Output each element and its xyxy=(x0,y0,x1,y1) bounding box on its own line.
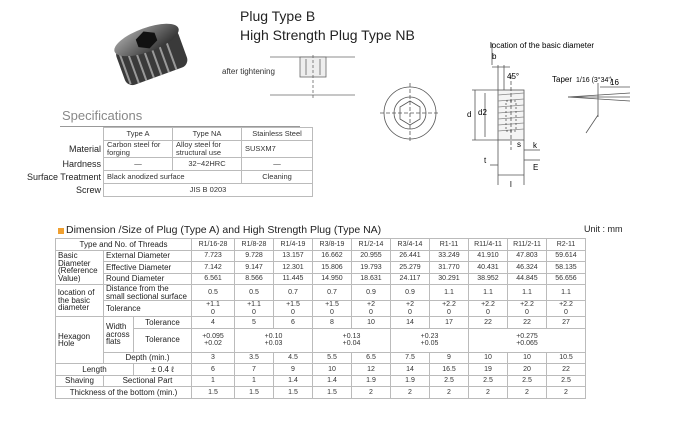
threads-cell: R1/8-28 xyxy=(235,239,274,251)
tolerance-cell xyxy=(469,301,508,317)
dimension-table xyxy=(55,238,586,399)
thickness-cell: 2 xyxy=(391,387,430,399)
threads-cell: R2-11 xyxy=(547,239,586,251)
distance-label: Distance from the small sectional surface xyxy=(104,285,192,301)
effective-cell: 9.147 xyxy=(235,262,274,274)
round-label: Round Diameter xyxy=(104,273,192,285)
specs-cell: Black anodized surface xyxy=(104,171,242,184)
depth-cell: 10 xyxy=(469,352,508,364)
shaving-cell: 1.9 xyxy=(391,375,430,387)
distance-cell: 0.7 xyxy=(313,285,352,301)
distance-cell: 1.1 xyxy=(430,285,469,301)
tolerance-cell xyxy=(391,301,430,317)
drawing-letter-k: k xyxy=(533,141,537,150)
drawing-letter-d2: d2 xyxy=(478,108,487,117)
dimension-bullet-icon xyxy=(58,228,64,234)
width-cell: 8 xyxy=(313,317,352,329)
external-cell: 13.157 xyxy=(274,250,313,262)
shaving-cell: 1.4 xyxy=(313,375,352,387)
dim-row-effective xyxy=(56,262,586,274)
depth-cell: 3.5 xyxy=(235,352,274,364)
dim-row-threads xyxy=(56,239,586,251)
specs-row-screw xyxy=(12,184,313,197)
shaving-cell: 2.5 xyxy=(547,375,586,387)
taper-dim: 16 xyxy=(610,78,619,87)
thickness-cell: 2 xyxy=(469,387,508,399)
width-tol-top: +0.275 xyxy=(516,332,538,340)
width-cell: 5 xyxy=(235,317,274,329)
tolerance-cell xyxy=(313,301,352,317)
tolerance-bottom: 0 xyxy=(525,308,529,316)
specs-cell: Alloy steel for structural use xyxy=(173,141,242,158)
width-tol-bottom: +0.065 xyxy=(516,340,538,347)
thickness-cell: 2 xyxy=(547,387,586,399)
length-cell: 7 xyxy=(235,364,274,376)
round-cell: 24.117 xyxy=(391,273,430,285)
width-cell: 22 xyxy=(508,317,547,329)
length-cell: 22 xyxy=(547,364,586,376)
depth-cell: 9 xyxy=(430,352,469,364)
tolerance-top: +1.1 xyxy=(247,301,261,308)
drawing-letter-E: E xyxy=(533,163,539,172)
specs-col-type-a: Type A xyxy=(104,128,173,141)
drawing-letter-t: t xyxy=(484,156,487,165)
effective-cell: 58.135 xyxy=(547,262,586,274)
tolerance-bottom: 0 xyxy=(252,308,256,316)
external-cell: 59.614 xyxy=(547,250,586,262)
round-cell: 56.656 xyxy=(547,273,586,285)
specs-label-screw: Screw xyxy=(75,185,101,195)
threads-cell: R1/4-19 xyxy=(274,239,313,251)
thickness-cell: 2 xyxy=(508,387,547,399)
tolerance-top: +2.2 xyxy=(481,301,495,308)
drawing-letter-d: d xyxy=(467,110,472,119)
distance-cell: 0.9 xyxy=(391,285,430,301)
after-tightening-diagram xyxy=(270,55,360,100)
tolerance-cell xyxy=(235,301,274,317)
dim-row-round xyxy=(56,273,586,285)
specs-label-surface: Surface Treatment xyxy=(26,172,101,182)
shaving-cell: 1.4 xyxy=(274,375,313,387)
tolerance-top: +2.2 xyxy=(442,301,456,308)
shaving-cell: 1 xyxy=(235,375,274,387)
specs-cell: — xyxy=(104,158,173,171)
length-label: Length xyxy=(56,364,134,376)
distance-cell: 1.1 xyxy=(469,285,508,301)
depth-cell: 6.5 xyxy=(352,352,391,364)
width-tolerance-cell xyxy=(235,328,313,352)
depth-cell: 7.5 xyxy=(391,352,430,364)
length-cell: 20 xyxy=(508,364,547,376)
taper-label: Taper xyxy=(552,75,573,84)
threads-cell: R11/4-11 xyxy=(469,239,508,251)
length-cell: 10 xyxy=(313,364,352,376)
width-cell: 22 xyxy=(469,317,508,329)
threads-cell: R11/2-11 xyxy=(508,239,547,251)
page-title: Plug Type B xyxy=(240,8,316,24)
distance-cell: 0.9 xyxy=(352,285,391,301)
taper-value: 1/16 (3°34') xyxy=(576,77,613,84)
tolerance-top: +1.1 xyxy=(206,301,220,308)
type-header: Type and No. of Threads xyxy=(56,239,192,251)
dim-row-depth xyxy=(56,352,586,364)
threads-cell: R1/16-28 xyxy=(192,239,235,251)
specs-cell: SUSXM7 xyxy=(242,141,313,158)
width-tol-bottom: +0.03 xyxy=(264,340,283,347)
external-cell: 41.910 xyxy=(469,250,508,262)
tolerance-cell xyxy=(192,301,235,317)
tolerance-bottom: 0 xyxy=(486,308,490,316)
shaving-cell: 2.5 xyxy=(508,375,547,387)
width-tol-bottom: +0.04 xyxy=(342,340,361,347)
dim-row-tolerance xyxy=(56,301,586,317)
width-tol-top: +0.23 xyxy=(420,332,439,340)
thickness-cell: 1.5 xyxy=(192,387,235,399)
dim-row-thickness xyxy=(56,387,586,399)
width-label: Width across flats xyxy=(104,317,134,353)
sectional-label: Sectional Part xyxy=(104,375,192,387)
round-cell: 8.566 xyxy=(235,273,274,285)
specs-row-hardness xyxy=(12,158,313,171)
dim-row-width-tolerance xyxy=(56,328,586,352)
round-cell: 38.952 xyxy=(469,273,508,285)
tolerance-label: Tolerance xyxy=(104,301,192,317)
thickness-cell: 1.5 xyxy=(274,387,313,399)
specs-cell: Cleaning xyxy=(242,171,313,184)
threads-cell: R3/8-19 xyxy=(313,239,352,251)
distance-cell: 0.5 xyxy=(192,285,235,301)
depth-cell: 5.5 xyxy=(313,352,352,364)
drawing-angle-label: 45° xyxy=(507,72,520,81)
technical-drawing xyxy=(380,35,670,195)
unit-label: Unit : mm xyxy=(584,224,623,234)
length-cell: 9 xyxy=(274,364,313,376)
specs-table xyxy=(12,127,313,197)
effective-label: Effective Diameter xyxy=(104,262,192,274)
tolerance-cell xyxy=(430,301,469,317)
width-tolerance-cell xyxy=(391,328,469,352)
specs-label-hardness: Hardness xyxy=(62,159,101,169)
external-cell: 47.803 xyxy=(508,250,547,262)
depth-cell: 10 xyxy=(508,352,547,364)
specs-label-material: Material xyxy=(68,144,101,154)
drawing-letter-s: s xyxy=(517,140,521,149)
tolerance-cell xyxy=(352,301,391,317)
thickness-label: Thickness of the bottom (min.) xyxy=(56,387,192,399)
effective-cell: 31.770 xyxy=(430,262,469,274)
external-cell: 7.723 xyxy=(192,250,235,262)
width-cell: 6 xyxy=(274,317,313,329)
external-cell: 26.441 xyxy=(391,250,430,262)
drawing-letter-b: b xyxy=(492,52,497,61)
thickness-cell: 2 xyxy=(430,387,469,399)
hexagon-label: Hexagon Hole xyxy=(56,317,104,364)
specs-cell: Carbon steel for forging xyxy=(104,141,173,158)
depth-cell: 10.5 xyxy=(547,352,586,364)
drawing-location-label: location of the basic diameter xyxy=(490,41,595,50)
tolerance-cell xyxy=(508,301,547,317)
depth-cell: 3 xyxy=(192,352,235,364)
width-cell: 4 xyxy=(192,317,235,329)
specs-header-row xyxy=(12,128,313,141)
specs-cell: JIS B 0203 xyxy=(104,184,313,197)
threads-cell: R3/4-14 xyxy=(391,239,430,251)
shaving-cell: 2.5 xyxy=(469,375,508,387)
shaving-label: Shaving xyxy=(56,375,104,387)
dim-row-shaving xyxy=(56,375,586,387)
tolerance-bottom: 0 xyxy=(369,308,373,316)
round-cell: 18.631 xyxy=(352,273,391,285)
round-cell: 11.445 xyxy=(274,273,313,285)
tolerance-bottom: 0 xyxy=(564,308,568,316)
width-cell: 17 xyxy=(430,317,469,329)
external-label: External Diameter xyxy=(104,250,192,262)
location-label: location of the basic diameter xyxy=(56,285,104,317)
specs-col-type-na: Type NA xyxy=(173,128,242,141)
basic-diameter-label: Basic Diameter (Reference Value) xyxy=(56,250,104,285)
width-tol-top: +0.095 xyxy=(202,332,224,340)
after-tightening-label: after tightening xyxy=(222,67,275,76)
shaving-cell: 2.5 xyxy=(430,375,469,387)
tolerance-top: +1.5 xyxy=(325,301,339,308)
external-cell: 20.955 xyxy=(352,250,391,262)
thickness-cell: 1.5 xyxy=(235,387,274,399)
specs-col-stainless: Stainless Steel xyxy=(242,128,313,141)
depth-label: Depth (min.) xyxy=(104,352,192,364)
drawing-letter-l: l xyxy=(510,180,512,189)
tolerance-bottom: 0 xyxy=(291,308,295,316)
round-cell: 30.291 xyxy=(430,273,469,285)
specs-heading: Specifications xyxy=(62,108,143,123)
distance-cell: 0.7 xyxy=(274,285,313,301)
width-tol-top: +0.10 xyxy=(264,332,283,340)
specs-cell: — xyxy=(242,158,313,171)
specs-row-material xyxy=(12,141,313,158)
plug-photo xyxy=(100,15,205,90)
length-tolerance: ± 0.4 ℓ xyxy=(134,364,192,376)
tolerance-cell xyxy=(547,301,586,317)
length-cell: 16.5 xyxy=(430,364,469,376)
shaving-cell: 1 xyxy=(192,375,235,387)
tolerance-top: +2.2 xyxy=(520,301,534,308)
distance-cell: 1.1 xyxy=(508,285,547,301)
width-tol-top: +0.13 xyxy=(342,332,361,340)
dim-row-distance xyxy=(56,285,586,301)
tolerance-bottom: 0 xyxy=(330,308,334,316)
tolerance-cell xyxy=(274,301,313,317)
shaving-cell: 1.9 xyxy=(352,375,391,387)
width-tolerance-header: Tolerance xyxy=(134,317,192,329)
dim-row-length xyxy=(56,364,586,376)
width-tolerance-cell xyxy=(313,328,391,352)
effective-cell: 12.301 xyxy=(274,262,313,274)
dim-row-external xyxy=(56,250,586,262)
width-cell: 14 xyxy=(391,317,430,329)
tolerance-top: +2 xyxy=(406,301,414,308)
effective-cell: 46.324 xyxy=(508,262,547,274)
effective-cell: 7.142 xyxy=(192,262,235,274)
length-cell: 6 xyxy=(192,364,235,376)
distance-cell: 0.5 xyxy=(235,285,274,301)
page-subtitle: High Strength Plug Type NB xyxy=(240,27,415,43)
thickness-cell: 1.5 xyxy=(313,387,352,399)
round-cell: 14.950 xyxy=(313,273,352,285)
effective-cell: 40.431 xyxy=(469,262,508,274)
round-cell: 6.561 xyxy=(192,273,235,285)
specs-row-surface xyxy=(12,171,313,184)
length-cell: 12 xyxy=(352,364,391,376)
length-cell: 14 xyxy=(391,364,430,376)
round-cell: 44.845 xyxy=(508,273,547,285)
tolerance-bottom: 0 xyxy=(447,308,451,316)
threads-cell: R1/2-14 xyxy=(352,239,391,251)
tolerance-top: +1.5 xyxy=(286,301,300,308)
effective-cell: 19.793 xyxy=(352,262,391,274)
depth-cell: 4.5 xyxy=(274,352,313,364)
external-cell: 16.662 xyxy=(313,250,352,262)
external-cell: 33.249 xyxy=(430,250,469,262)
threads-cell: R1-11 xyxy=(430,239,469,251)
width-cell: 27 xyxy=(547,317,586,329)
length-cell: 19 xyxy=(469,364,508,376)
tolerance-top: +2 xyxy=(367,301,375,308)
width-cell: 10 xyxy=(352,317,391,329)
tolerance-bottom: 0 xyxy=(211,308,215,316)
effective-cell: 25.279 xyxy=(391,262,430,274)
width-tol-bottom: +0.05 xyxy=(420,340,439,347)
width-tolerance-cell xyxy=(192,328,235,352)
thickness-cell: 2 xyxy=(352,387,391,399)
dimension-heading: Dimension /Size of Plug (Type A) and High Strength Plug (Type NA) xyxy=(66,224,382,236)
width-tol-bottom: +0.02 xyxy=(204,340,222,347)
hex-tolerance-label: Tolerance xyxy=(134,328,192,352)
tolerance-bottom: 0 xyxy=(408,308,412,316)
distance-cell: 1.1 xyxy=(547,285,586,301)
specs-cell: 32~42HRC xyxy=(173,158,242,171)
external-cell: 9.728 xyxy=(235,250,274,262)
tolerance-top: +2.2 xyxy=(559,301,573,308)
width-tolerance-cell xyxy=(469,328,586,352)
effective-cell: 15.806 xyxy=(313,262,352,274)
dim-row-width xyxy=(56,317,586,329)
